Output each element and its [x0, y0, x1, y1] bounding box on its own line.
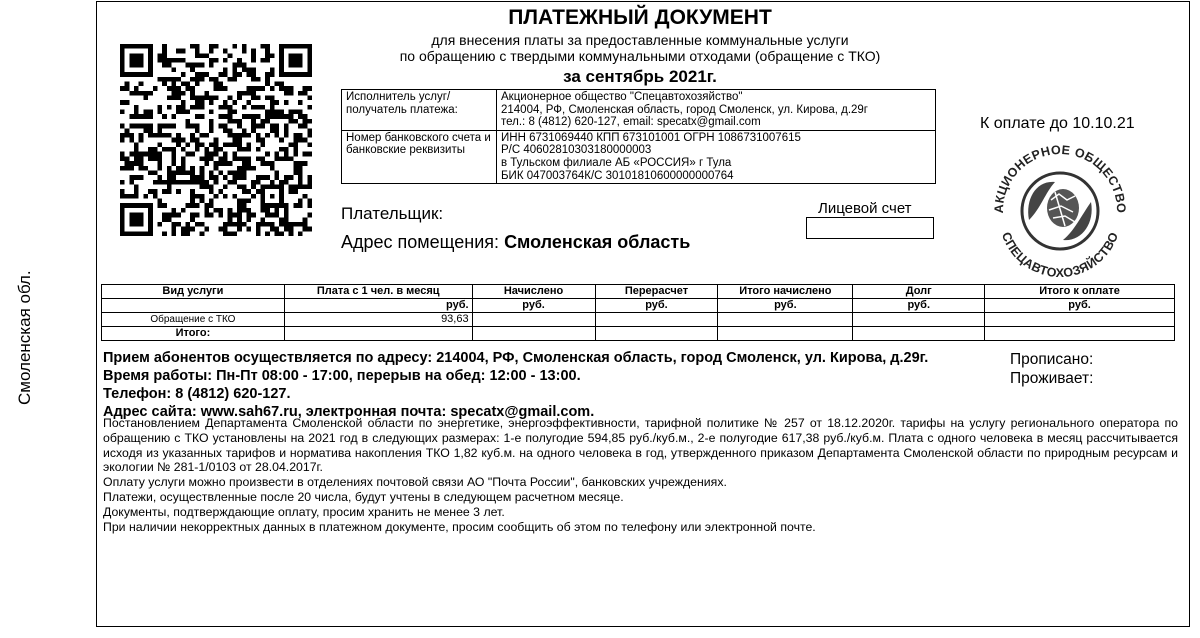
company-seal-icon	[985, 138, 1135, 284]
total-label: Итого:	[102, 327, 285, 341]
header-debt: Долг	[853, 285, 985, 299]
total-charged-cell	[718, 313, 853, 327]
bank-line-2: Р/С 40602810303180000003	[501, 144, 652, 157]
website-email: Адрес сайта: www.sah67.ru, электронная почта: specatx@gmail.com.	[103, 404, 595, 420]
address-label: Адрес помещения:	[341, 232, 500, 252]
bank-label: Номер банковского счета и банковские реквизиты	[342, 130, 497, 183]
recipient-row	[342, 90, 936, 131]
debt-cell	[853, 313, 985, 327]
company-stamp	[985, 138, 1135, 284]
billing-period: за сентябрь 2021г.	[563, 67, 717, 86]
note-tariff: Постановлением Департамента Смоленской области по энергетике, энергоэффективности, тарифной политике № 257 от 18.12.2020г. тарифы на услугу регионального оператора по обращению с ТКО установлены на 2021 год в следующих размерах: 1-е полугодие 594,85 руб./куб.м., 2-е полугодие 617,38 руб./куб.м. Плата с одного человека в месяц рассчитывается исходя из указанных тарифов и норматива накопления ТКО 1,82 куб.м. на одного человека в год, утвержденного приказом Департамента Смоленской области по природным ресурсам и экологии № 281-1/0103 от 28.04.2017г.	[103, 416, 1178, 475]
document-title: ПЛАТЕЖНЫЙ ДОКУМЕНТ	[508, 6, 772, 29]
phone-number: Телефон: 8 (4812) 620-127.	[103, 386, 291, 402]
unit-recalc: руб.	[595, 299, 718, 313]
table-row	[102, 313, 1175, 327]
unit-total-due: руб.	[985, 299, 1175, 313]
svg-text:АКЦИОНЕРНОЕ ОБЩЕСТВО: АКЦИОНЕРНОЕ ОБЩЕСТВО	[991, 142, 1129, 214]
total-due-sum	[985, 327, 1175, 341]
service-rate-cell: 93,63	[284, 313, 472, 327]
total-charged-sum	[472, 327, 595, 341]
payer-label: Плательщик:	[341, 204, 444, 223]
header-total-charged: Итого начислено	[718, 285, 853, 299]
bank-line-1: ИНН 6731069440 КПП 673101001 ОГРН 1086731007615	[501, 131, 801, 144]
charged-cell	[472, 313, 595, 327]
bank-row	[342, 130, 936, 183]
svg-text:СПЕЦАВТОХОЗЯЙСТВО: СПЕЦАВТОХОЗЯЙСТВО	[998, 230, 1122, 281]
recipient-address: 214004, РФ, Смоленская область, город Смоленск, ул. Кирова, д.29г	[501, 103, 869, 116]
note-keep-documents: Документы, подтверждающие оплату, просим хранить не менее 3 лет.	[103, 504, 505, 519]
reception-address: Прием абонентов осуществляется по адресу: 214004, РФ, Смоленская область, город Смоленск, ул. Кирова, д.29г.	[103, 350, 929, 366]
subtitle-line-1: для внесения платы за предоставленные коммунальные услуги	[431, 32, 849, 48]
contact-info	[103, 349, 928, 421]
note-payment-places: Оплату услуги можно произвести в отделениях почтовой связи АО "Почта России", банковских учреждениях.	[103, 475, 727, 490]
service-name-cell: Обращение с ТКО	[102, 313, 285, 327]
total-rate-cell	[284, 327, 472, 341]
recalc-cell	[595, 313, 718, 327]
premises-address	[341, 232, 690, 253]
qr-code-icon	[120, 44, 312, 236]
total-due-cell	[985, 313, 1175, 327]
unit-charged: руб.	[472, 299, 595, 313]
account-label: Лицевой счет	[818, 200, 912, 217]
qr-code	[120, 44, 312, 236]
bank-details	[497, 130, 936, 183]
bank-line-3: в Тульском филиале АБ «РОССИЯ» г Тула	[501, 156, 732, 169]
due-date: К оплате до 10.10.21	[980, 115, 1135, 132]
unit-debt: руб.	[853, 299, 985, 313]
recipient-name: Акционерное общество "Спецавтохозяйство"	[501, 91, 743, 103]
unit-service	[102, 299, 285, 313]
subtitle-line-2: по обращению с твердыми коммунальными отходами (обращение с ТКО)	[399, 48, 881, 64]
working-hours: Время работы: Пн-Пт 08:00 - 17:00, перерыв на обед: 12:00 - 13:00.	[103, 368, 581, 384]
document-subtitle	[340, 32, 940, 64]
account-number-field	[806, 217, 934, 239]
recipient-contacts: тел.: 8 (4812) 620-127, email: specatx@gmail.com	[501, 116, 761, 129]
residents-info	[1010, 350, 1093, 388]
charges-table	[101, 284, 1175, 341]
header-charged: Начислено	[472, 285, 595, 299]
unit-rate: руб.	[284, 299, 472, 313]
total-debt-sum	[853, 327, 985, 341]
note-late-payments: Платежи, осуществленные после 20 числа, будут учтены в следующем расчетном месяце.	[103, 489, 624, 504]
total-total-charged-sum	[718, 327, 853, 341]
table-units-row	[102, 299, 1175, 313]
address-value: Смоленская область	[504, 232, 691, 252]
notes-block	[103, 416, 1178, 534]
recipient-details	[497, 90, 936, 131]
header-recalc: Перерасчет	[595, 285, 718, 299]
header-total-due: Итого к оплате	[985, 285, 1175, 299]
recipient-label: Исполнитель услуг/ получатель платежа:	[342, 90, 497, 131]
total-recalc-sum	[595, 327, 718, 341]
unit-total-charged: руб.	[718, 299, 853, 313]
bank-line-4: БИК 047003764К/С 30101810600000000764	[501, 169, 734, 182]
registered-label: Прописано:	[1010, 351, 1094, 368]
header-service: Вид услуги	[102, 285, 285, 299]
note-incorrect-data: При наличии некорректных данных в платежном документе, просим сообщить об этом по телефону или электронной почте.	[103, 519, 816, 534]
header-rate: Плата с 1 чел. в месяц	[284, 285, 472, 299]
side-region-label: Смоленская обл.	[15, 270, 34, 405]
table-total-row	[102, 327, 1175, 341]
recipient-info-table	[341, 89, 936, 184]
table-header-row	[102, 285, 1175, 299]
living-label: Проживает:	[1010, 370, 1094, 387]
